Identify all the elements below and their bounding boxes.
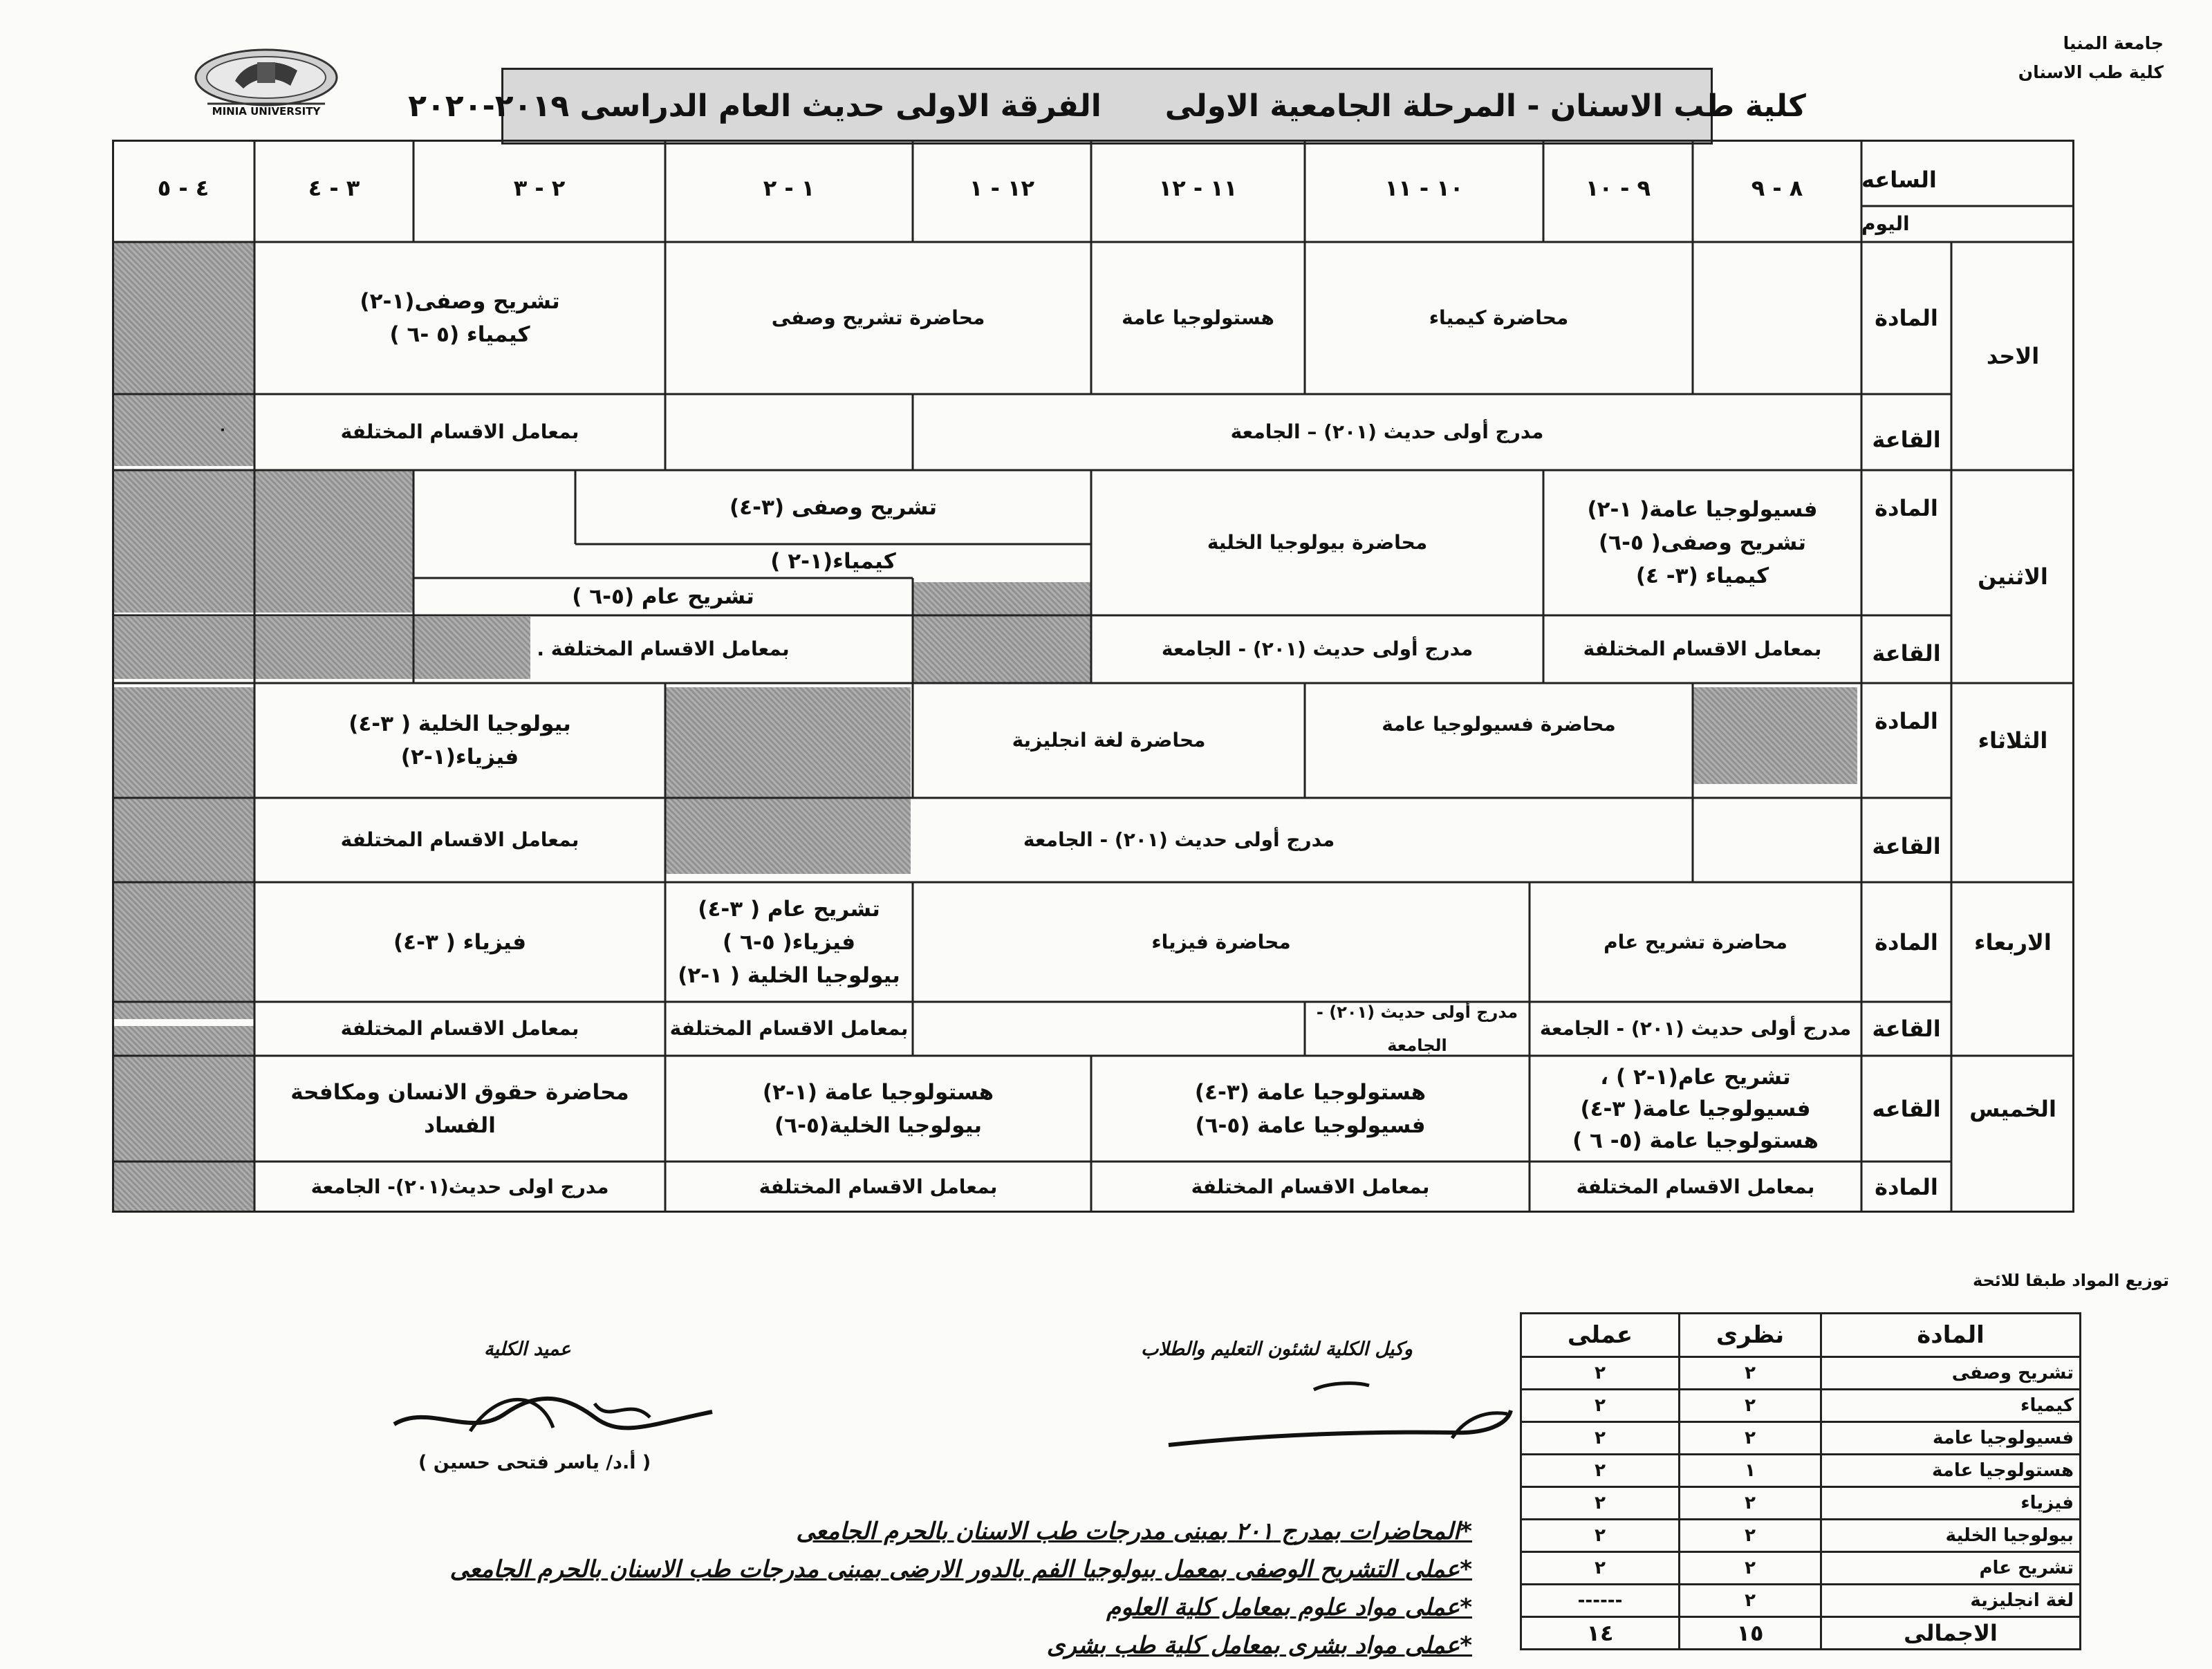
dist-practical: ٢ [1521, 1487, 1680, 1520]
dean-title: عميد الكلية [484, 1339, 571, 1360]
distribution-header-row [1521, 1314, 2081, 1357]
label-subject-wed: المادة [1875, 929, 1938, 955]
day-thursday: الخميس [1969, 1095, 2056, 1122]
thu-hall-labs-1: بمعامل الاقسام المختلفة [1576, 1175, 1815, 1198]
sun-practical: تشريح وصفى(١-٢) كيمياء (٥ -٦ ) [360, 289, 560, 347]
day-tuesday: الثلاثاء [1978, 727, 2048, 754]
dist-subject: تشريح وصفى [1821, 1357, 2081, 1390]
university-logo [180, 43, 353, 119]
note-1: *المحاضرات بمدرج ٢٠١ بمبنى مدرجات طب الاسنان بالحرم الجامعى [796, 1518, 1472, 1545]
dist-practical: ٢ [1521, 1357, 1680, 1390]
note-4: *عملى مواد بشرى بمعامل كلية طب بشرى [1046, 1632, 1472, 1659]
page-title-text: كلية طب الاسنان - المرحلة الجامعية الاولى الفرقة الاولى حديث العام الدراسى ٢٠١٩-٢٠٢٠ [408, 88, 1806, 124]
wed-gen-anat-lecture: محاضرة تشريح عام [1604, 930, 1787, 953]
dist-practical: ٢ [1521, 1422, 1680, 1455]
mon-practical-am: فسيولوجيا عامة( ١-٢) تشريح وصفى( ٥-٦) كيمياء (٣- ٤) [1587, 497, 1818, 588]
tue-phys-lecture: محاضرة فسيولوجيا عامة [1382, 713, 1616, 736]
mon-hall-labs-pm: بمعامل الاقسام المختلفة . [537, 637, 790, 660]
dist-subject: بيولوجيا الخلية [1821, 1520, 2081, 1552]
mon-anat-34: تشريح وصفى (٣-٤) [729, 494, 937, 520]
vice-dean-title: وكيل الكلية لشئون التعليم والطلاب [1141, 1339, 1413, 1360]
thu-hall-labs-3: بمعامل الاقسام المختلفة [759, 1175, 998, 1198]
dist-header-practical: عملى [1521, 1314, 1680, 1357]
dist-total-practical: ١٤ [1521, 1617, 1680, 1650]
thu-rights-lecture: محاضرة حقوق الانسان ومكافحة الفساد [290, 1079, 629, 1138]
label-subject-thu: المادة [1875, 1174, 1938, 1200]
dist-header-theory: نظرى [1680, 1314, 1821, 1357]
day-wednesday: الاربعاء [1974, 929, 2052, 955]
schedule-table [112, 140, 2074, 1213]
thu-practical-3: هستولوجيا عامة (١-٢) بيولوجيا الخلية(٥-٦) [762, 1079, 994, 1138]
dist-theory: ٢ [1680, 1357, 1821, 1390]
dean-name: ( أ.د/ ياسر فتحى حسين ) [418, 1452, 651, 1473]
dist-subject: تشريح عام [1821, 1552, 2081, 1585]
label-hall-thu: القاعه [1872, 1095, 1941, 1122]
slot-4-5: ٤ - ٥ [157, 175, 210, 201]
mon-chem-12: كيمياء(١-٢ ) [770, 548, 896, 574]
wed-hall-labs-1: بمعامل الاقسام المختلفة [669, 1017, 909, 1040]
distribution-title: توزيع المواد طبقا للائحة [1972, 1271, 2169, 1290]
mon-gen-anat-56: تشريح عام (٥-٦ ) [572, 584, 754, 609]
table-row [1521, 1357, 2081, 1390]
dist-subject: لغة انجليزية [1821, 1585, 2081, 1617]
thu-practical-1: تشريح عام(١-٢ ) ، فسيولوجيا عامة( ٣-٤) هستولوجيا عامة (٥- ٦ ) [1572, 1064, 1819, 1153]
wed-physics-34: فيزياء ( ٣-٤) [393, 929, 527, 955]
dist-theory: ٢ [1680, 1585, 1821, 1617]
table-row [1521, 1455, 2081, 1487]
label-subject-tue: المادة [1875, 708, 1938, 734]
wed-hall-labs-2: بمعامل الاقسام المختلفة [340, 1017, 579, 1040]
slot-3-4: ٣ - ٤ [308, 175, 360, 201]
page-title [408, 68, 1806, 144]
slot-12-1: ١٢ - ١ [969, 175, 1035, 201]
thu-hall-labs-2: بمعامل الاقسام المختلفة [1191, 1175, 1430, 1198]
dist-subject: فسيولوجيا عامة [1821, 1422, 2081, 1455]
tue-english-lecture: محاضرة لغة انجليزية [1012, 729, 1206, 752]
mon-hall-main: مدرج أولى حديث (٢٠١) - الجامعة [1161, 637, 1474, 660]
sun-chem-lecture: محاضرة كيمياء [1429, 306, 1569, 329]
faculty-name: كلية طب الاسنان [2018, 62, 2164, 82]
table-row [1521, 1422, 2081, 1455]
slot-2-3: ٢ - ٣ [513, 175, 566, 201]
label-subject-mon: المادة [1875, 495, 1938, 521]
dist-theory: ٢ [1680, 1552, 1821, 1585]
dist-total-theory: ١٥ [1680, 1617, 1821, 1650]
dist-practical: ٢ [1521, 1520, 1680, 1552]
thu-practical-2: هستولوجيا عامة (٣-٤) فسيولوجيا عامة (٥-٦) [1194, 1079, 1426, 1138]
distribution-total-row [1521, 1617, 2081, 1650]
dist-practical: ٢ [1521, 1390, 1680, 1422]
dist-practical: ------ [1521, 1585, 1680, 1617]
university-name: جامعة المنيا [2063, 33, 2164, 53]
sun-hall-labs: بمعامل الاقسام المختلفة [340, 420, 579, 443]
logo-text: MINIA UNIVERSITY [212, 105, 321, 118]
dist-practical: ٢ [1521, 1552, 1680, 1585]
label-hall-sun: القاعة [1872, 427, 1941, 453]
table-row [1521, 1585, 2081, 1617]
mon-cellbio-lecture: محاضرة بيولوجيا الخلية [1207, 531, 1428, 554]
wed-practical-mid: تشريح عام ( ٣-٤) فيزياء( ٥-٦ ) بيولوجيا الخلية ( ١-٢) [678, 896, 900, 988]
university-heading [2018, 29, 2164, 87]
dist-theory: ٢ [1680, 1520, 1821, 1552]
day-label: اليوم [1861, 212, 1910, 235]
sun-dot: ٠ [218, 421, 227, 438]
dist-header-subject: المادة [1821, 1314, 2081, 1357]
note-2: *عملى التشريح الوصفى بمعمل بيولوجيا الفم بالدور الارضى بمبنى مدرجات طب الاسنان بالحرم الجامعى [449, 1556, 1472, 1583]
sun-hall-main: مدرج أولى حديث (٢٠١) – الجامعة [1230, 420, 1544, 443]
label-hall-tue: القاعة [1872, 833, 1941, 859]
slot-8-9: ٨ - ٩ [1751, 175, 1803, 201]
wed-hall-main-1: مدرج أولى حديث (٢٠١) - الجامعة [1539, 1017, 1852, 1040]
day-monday: الاثنين [1978, 563, 2048, 590]
wed-physics-lecture: محاضرة فيزياء [1151, 930, 1291, 953]
label-subject-sun: المادة [1875, 305, 1938, 331]
note-3: *عملى مواد علوم بمعامل كلية العلوم [1106, 1594, 1472, 1621]
slot-11-12: ١١ - ١٢ [1158, 175, 1238, 201]
dist-theory: ١ [1680, 1455, 1821, 1487]
label-hall-wed: القاعة [1872, 1016, 1941, 1042]
dist-subject: كيمياء [1821, 1390, 2081, 1422]
dist-total-label: الاجمالى [1821, 1617, 2081, 1650]
table-row [1521, 1552, 2081, 1585]
tue-hall-main: مدرج أولى حديث (٢٠١) - الجامعة [1023, 828, 1335, 851]
slot-1-2: ١ - ٢ [763, 175, 815, 201]
hour-label: الساعه [1861, 167, 1937, 193]
vice-dean-signature [1162, 1369, 1521, 1462]
table-row [1521, 1390, 2081, 1422]
wed-hall-main-2: مدرج أولى حديث (٢٠١) - الجامعة [1316, 1003, 1518, 1055]
thu-hall-main: مدرج اولى حديث(٢٠١)- الجامعة [310, 1175, 609, 1198]
table-row [1521, 1520, 2081, 1552]
label-hall-mon: القاعة [1872, 640, 1941, 666]
tue-practical: بيولوجيا الخلية ( ٣-٤) فيزياء(١-٢) [348, 711, 571, 770]
dean-signature [387, 1376, 719, 1455]
table-row [1521, 1487, 2081, 1520]
dist-theory: ٢ [1680, 1422, 1821, 1455]
slot-10-11: ١٠ - ١١ [1384, 175, 1464, 201]
dist-subject: فيزياء [1821, 1487, 2081, 1520]
tue-hall-labs: بمعامل الاقسام المختلفة [340, 828, 579, 851]
day-sunday: الاحد [1986, 343, 2040, 369]
dist-practical: ٢ [1521, 1455, 1680, 1487]
dist-subject: هستولوجيا عامة [1821, 1455, 2081, 1487]
dist-theory: ٢ [1680, 1487, 1821, 1520]
distribution-table [1520, 1312, 2081, 1650]
sun-histology: هستولوجيا عامة [1122, 306, 1274, 329]
dist-theory: ٢ [1680, 1390, 1821, 1422]
mon-hall-labs-am: بمعامل الاقسام المختلفة [1583, 637, 1822, 660]
slot-9-10: ٩ - ١٠ [1585, 175, 1651, 201]
sun-anat-lecture: محاضرة تشريح وصفى [771, 306, 985, 329]
